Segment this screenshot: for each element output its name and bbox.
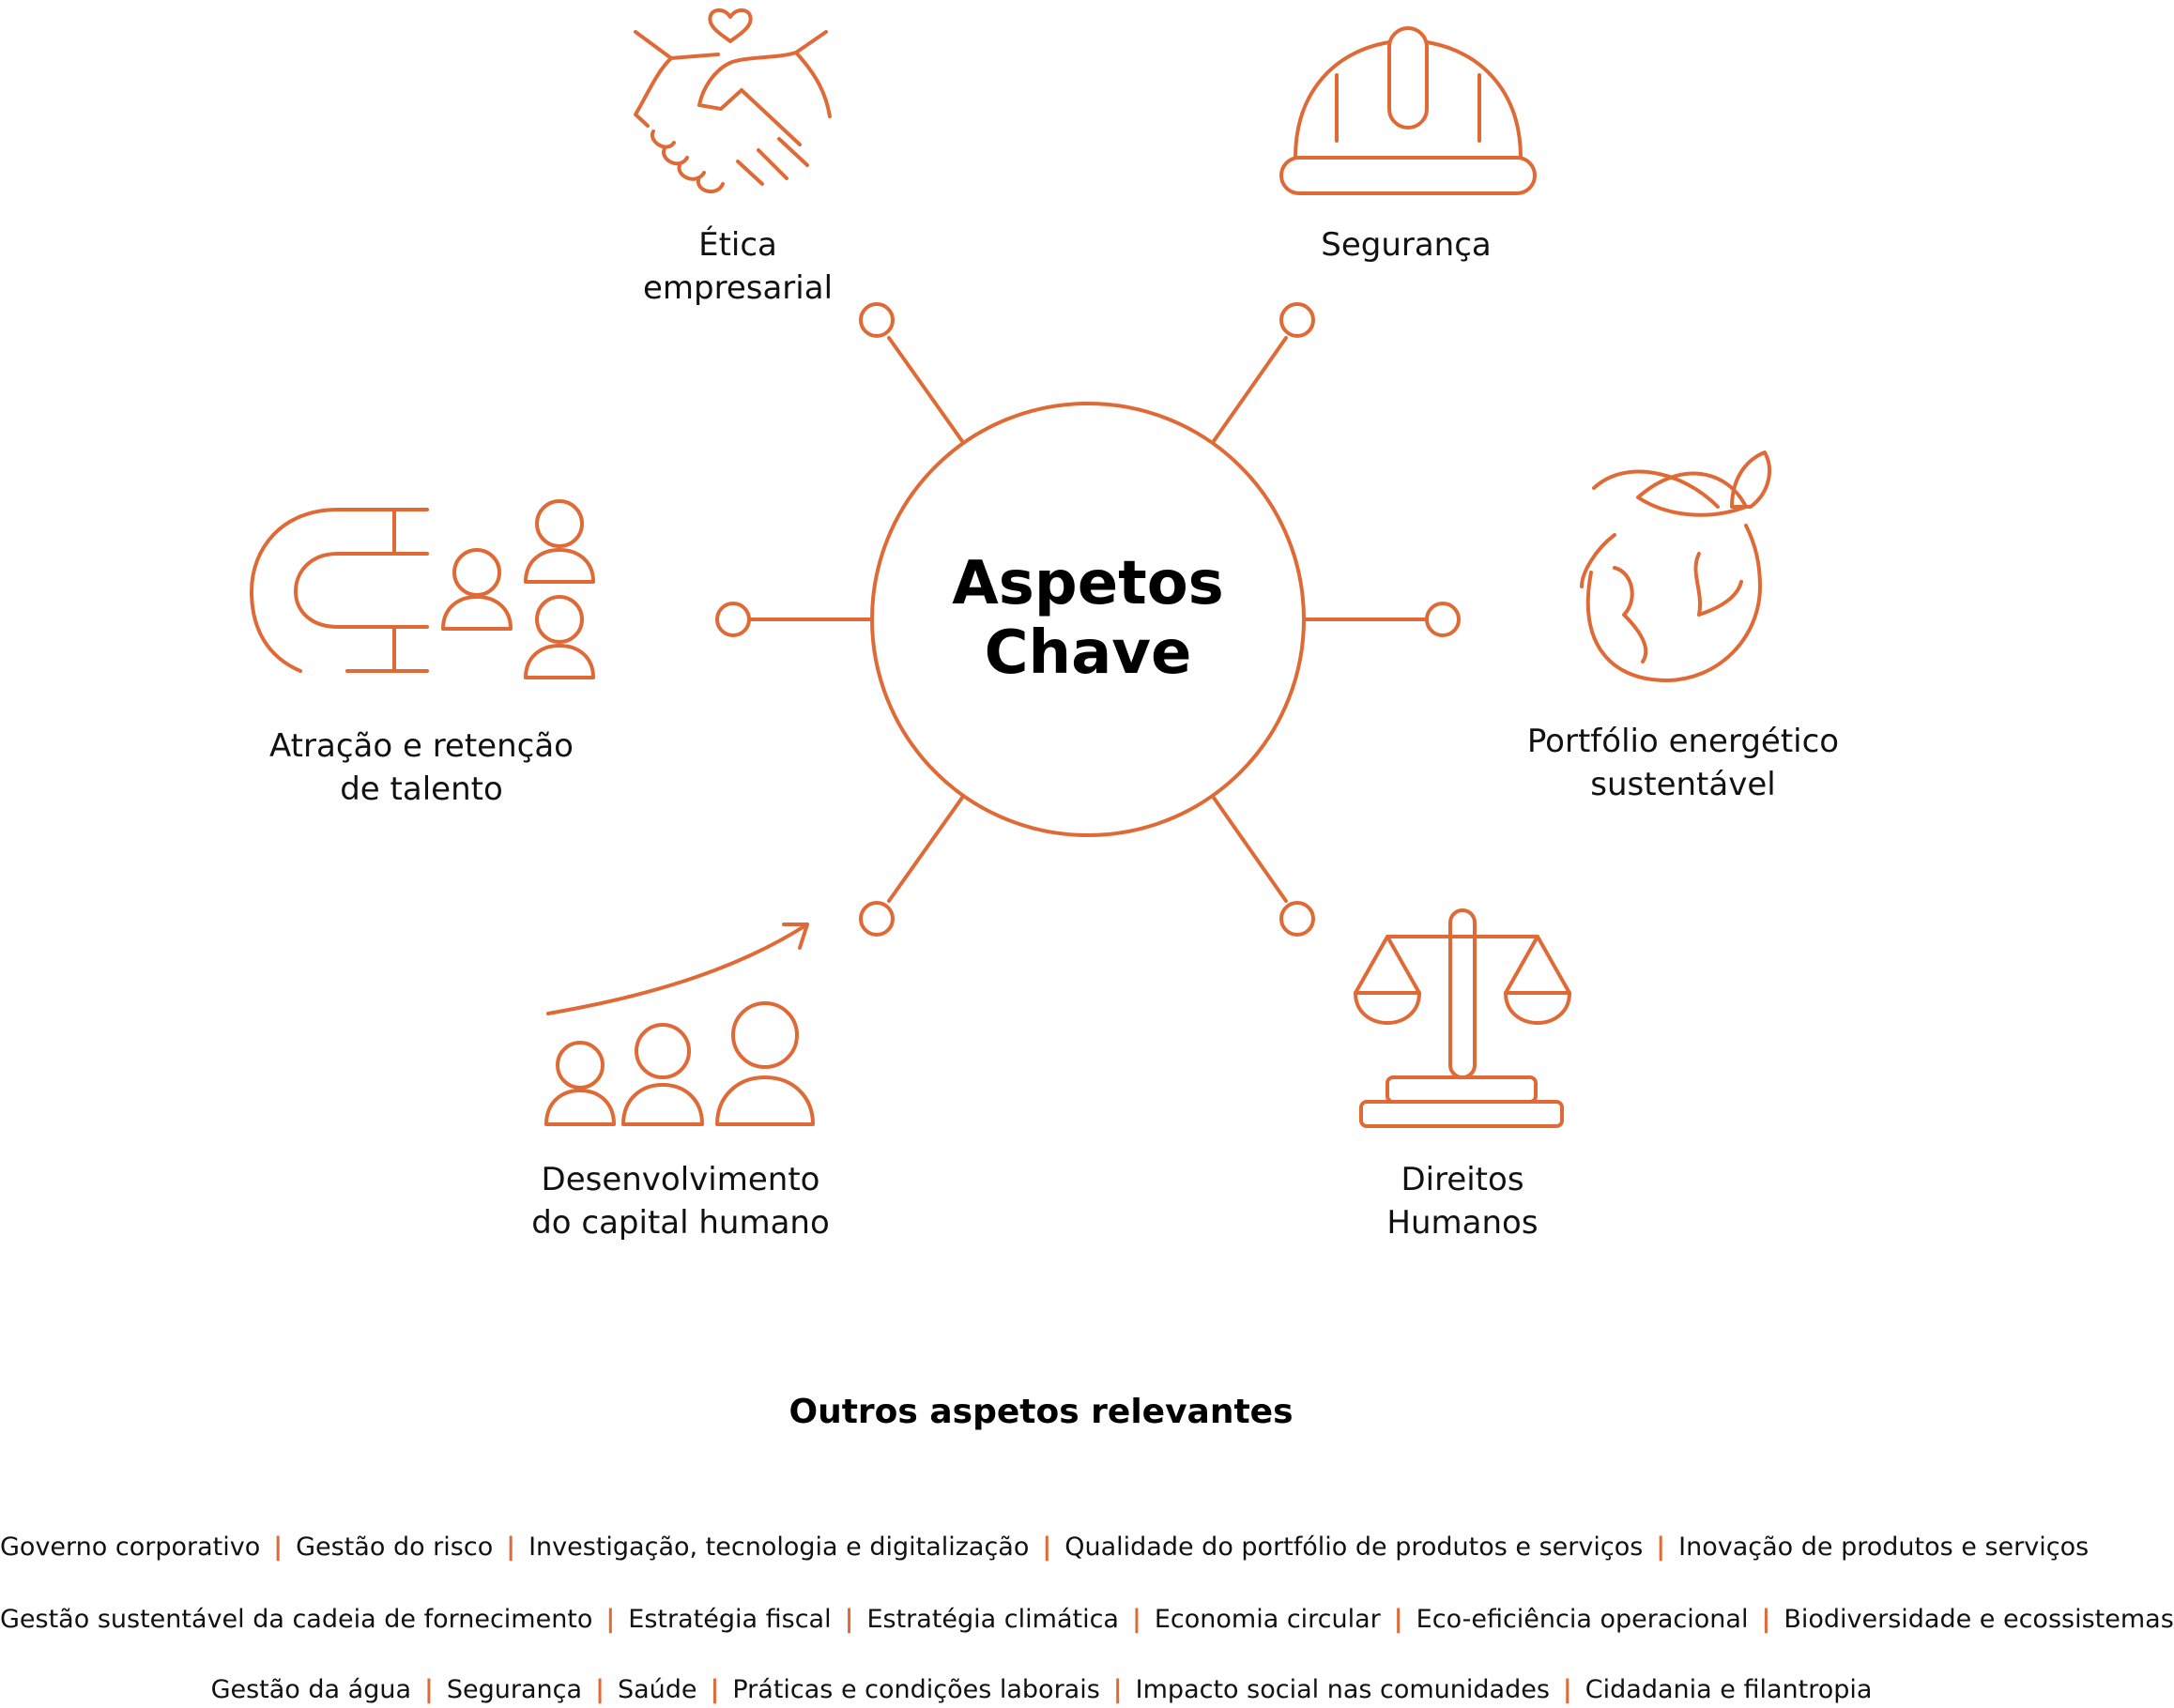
separator: | (1761, 1605, 1771, 1634)
others-row-2 (0, 1605, 2174, 1634)
others-item: Estratégia climática (866, 1605, 1119, 1634)
handshake-heart-icon (635, 10, 830, 191)
label-direitos-humanos: Direitos Humanos (1386, 1161, 1539, 1242)
others-item: Governo corporativo (0, 1533, 261, 1562)
others-item: Segurança (446, 1675, 583, 1704)
center-title-line1: Aspetos (952, 549, 1224, 618)
connector-seguranca (1214, 304, 1313, 441)
separator: | (595, 1675, 605, 1704)
others-item: Cidadania e filantropia (1585, 1675, 1873, 1704)
connector-capital (861, 798, 962, 935)
others-item: Inovação de produtos e serviços (1678, 1533, 2090, 1562)
label-seguranca: Segurança (1321, 226, 1492, 264)
label-atracao-talento: Atração e retenção de talento (269, 727, 574, 808)
others-item: Práticas e condições laborais (732, 1675, 1100, 1704)
connector-portfolio (1304, 603, 1459, 635)
separator: | (1562, 1675, 1572, 1704)
people-growth-icon (546, 924, 813, 1124)
others-item: Gestão da água (210, 1675, 412, 1704)
center-title-line2: Chave (984, 618, 1192, 688)
globe-leaf-icon (1582, 452, 1769, 680)
others-title: Outros aspetos relevantes (788, 1393, 1294, 1431)
others-item: Investigação, tecnologia e digitalização (528, 1533, 1030, 1562)
scales-icon (1355, 910, 1569, 1126)
separator: | (710, 1675, 720, 1704)
separator: | (1656, 1533, 1666, 1562)
separator: | (424, 1675, 434, 1704)
others-item: Saúde (617, 1675, 697, 1704)
separator: | (1131, 1605, 1141, 1634)
label-portfolio-energetico: Portfólio energético sustentável (1526, 723, 1840, 803)
separator: | (1112, 1675, 1123, 1704)
label-etica-empresarial: Ética empresarial (642, 226, 834, 307)
others-item: Qualidade do portfólio de produtos e serviços (1064, 1533, 1644, 1562)
others-item: Estratégia fiscal (628, 1605, 832, 1634)
separator: | (273, 1533, 283, 1562)
separator: | (506, 1533, 516, 1562)
magnet-people-icon (252, 501, 593, 678)
others-item: Impacto social nas comunidades (1135, 1675, 1550, 1704)
connector-etica (861, 304, 962, 441)
connector-direitos (1214, 798, 1313, 935)
separator: | (605, 1605, 616, 1634)
others-item: Eco-eficiência operacional (1416, 1605, 1749, 1634)
separator: | (844, 1605, 854, 1634)
others-item: Gestão sustentável da cadeia de fornecimento (0, 1605, 593, 1634)
hard-hat-icon (1281, 28, 1535, 193)
others-item: Economia circular (1154, 1605, 1381, 1634)
center-title (952, 549, 1224, 688)
others-item: Gestão do risco (296, 1533, 494, 1562)
separator: | (1393, 1605, 1403, 1634)
others-row-3 (0, 1675, 2083, 1704)
others-item: Biodiversidade e ecossistemas (1784, 1605, 2174, 1634)
connector-talento (717, 603, 872, 635)
separator: | (1042, 1533, 1052, 1562)
label-desenvolvimento-capital: Desenvolvimento do capital humano (531, 1161, 830, 1242)
others-row-1 (0, 1533, 2090, 1562)
